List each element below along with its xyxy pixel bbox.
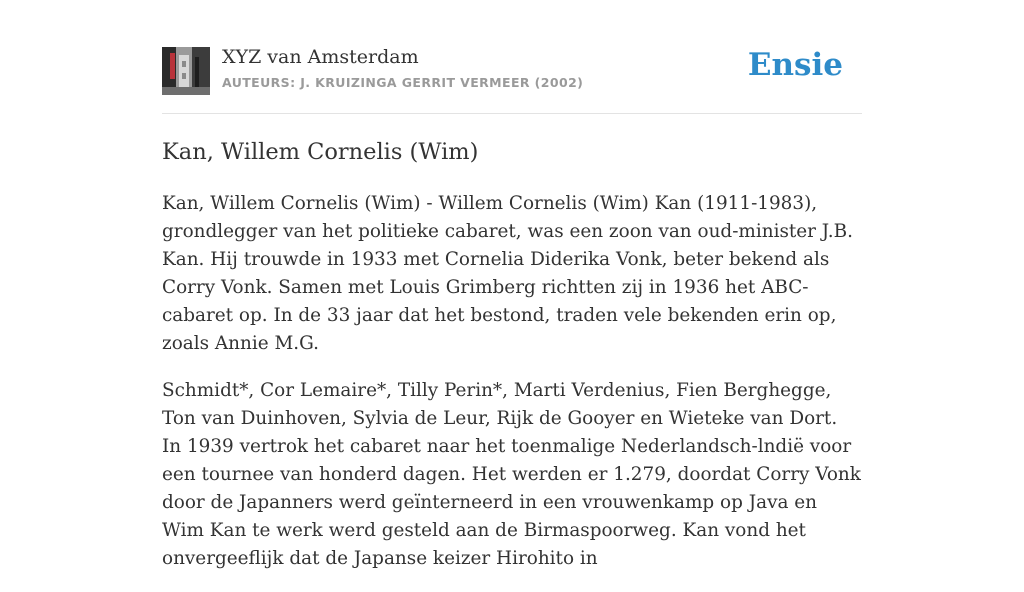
entry-paragraph-2: Schmidt*, Cor Lemaire*, Tilly Perin*, Marti Verdenius, Fien Berghegge, Ton van Duinhoven, Sylvia de Leur, Rijk de Gooyer en Wieteke van Dort. In 1939 vertrok het cabaret naar het toenmalige Nederlandsch-lndië voor een tournee van honderd dagen. Het werden er 1.279, doordat Corry Vonk door de Japanners werd geïnterneerd in een vrouwenkamp op Java en Wim Kan te werk werd gesteld aan de Birmaspoorweg. Kan vond het onvergeeflijk dat de Japanse keizer Hirohito in (162, 380, 861, 569)
book-title[interactable]: XYZ van Amsterdam (222, 46, 419, 68)
book-cover-avatar[interactable] (162, 47, 210, 95)
ensie-logo[interactable]: Ensie (747, 47, 843, 83)
book-authors: AUTEURS: J. KRUIZINGA GERRIT VERMEER (2002) (222, 75, 584, 90)
entry-body (162, 190, 862, 592)
entry-title: Kan, Willem Cornelis (Wim) (162, 139, 479, 165)
book-header (162, 0, 862, 114)
page-container (162, 0, 862, 569)
book-cover-image (162, 47, 210, 95)
entry-paragraph-1: Kan, Willem Cornelis (Wim) - Willem Cornelis (Wim) Kan (1911-1983), grondlegger van het politieke cabaret, was een zoon van oud-minister J.B. Kan. Hij trouwde in 1933 met Cornelia Diderika Vonk, beter bekend als Corry Vonk. Samen met Louis Grimberg richtten zij in 1936 het ABC-cabaret op. In de 33 jaar dat het bestond, traden vele bekenden erin op, zoals Annie M.G. (162, 193, 853, 354)
